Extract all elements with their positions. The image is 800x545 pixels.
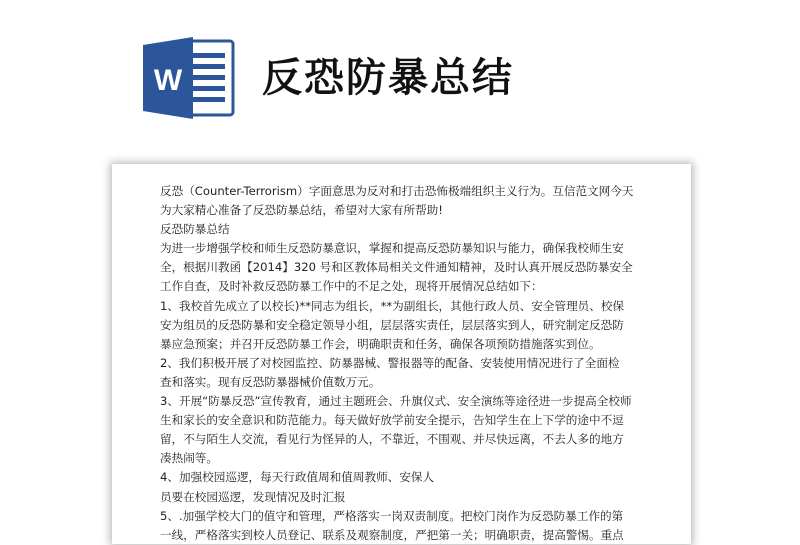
body-text-line: 1、我校首先成立了以校长)**同志为组长，**为副组长，其他行政人员、安全管理员、校保: [160, 298, 625, 313]
document-header: [0, 0, 800, 140]
body-text-line: 3、开展“防暴反恐”宣传教育，通过主题班会、升旗仪式、安全演练等途径进一步提高全校师: [160, 394, 632, 409]
body-text-line: 安为组员的反恐防暴和安全稳定领导小组，层层落实责任，层层落实到人，研究制定反恐防: [160, 317, 624, 332]
body-text-line: 5、.加强学校大门的值守和管理，严格落实一岗双责制度。把校门岗作为反恐防暴工作的第: [160, 508, 624, 523]
document-paper: [112, 164, 691, 544]
body-text-line: 员要在校园巡逻，发现情况及时汇报: [160, 489, 346, 504]
body-text-line: 凑热闹等。: [160, 451, 218, 466]
body-text-line: 查和落实。现有反恐防暴器械价值数万元。: [160, 374, 381, 389]
document-title: 反恐防暴总结: [262, 55, 514, 101]
word-icon-letter: W: [153, 64, 183, 97]
body-text-line: 生和家长的安全意识和防范能力。每天做好放学前安全提示，告知学生在上下学的途中不逗: [160, 413, 624, 428]
body-text-line: 反恐（Counter-Terrorism）字面意思为反对和打击恐怖极端组织主义行为。互信范文网今天: [160, 184, 634, 198]
body-text-line: 2、我们积极开展了对校园监控、防暴器械、警报器等的配备、安装使用情况进行了全面检: [160, 355, 620, 370]
document-body: [160, 182, 653, 545]
body-text-line: 一线，严格落实到校人员登记、联系及观察制度，严把第一关；明确职责，提高警惕。重点: [160, 527, 624, 542]
body-text-line: 4、加强校园巡逻，每天行政值周和值周教师、安保人: [160, 470, 435, 485]
body-text-line: 暴应急预案；并召开反恐防暴工作会，明确职责和任务，确保各项预防措施落实到位。: [160, 336, 601, 351]
body-text-line: 为大家精心准备了反恐防暴总结，希望对大家有所帮助!: [160, 203, 443, 218]
body-text-line: 工作自查，及时补救反恐防暴工作中的不足之处，现将开展情况总结如下：: [160, 279, 543, 294]
microsoft-word-icon: [143, 35, 237, 121]
body-text-line: 为进一步增强学校和师生反恐防暴意识，掌握和提高反恐防暴知识与能力，确保我校师生安: [160, 241, 624, 256]
body-text-line: 全，根据川教函【2014】320 号和区教体局相关文件通知精神，及时认真开展反恐防暴安全: [160, 260, 633, 275]
body-text-line: 反恐防暴总结: [160, 222, 230, 237]
body-text-line: 留，不与陌生人交流，看见行为怪异的人，不靠近，不围观、并尽快远离，不去人多的地方: [160, 432, 624, 447]
